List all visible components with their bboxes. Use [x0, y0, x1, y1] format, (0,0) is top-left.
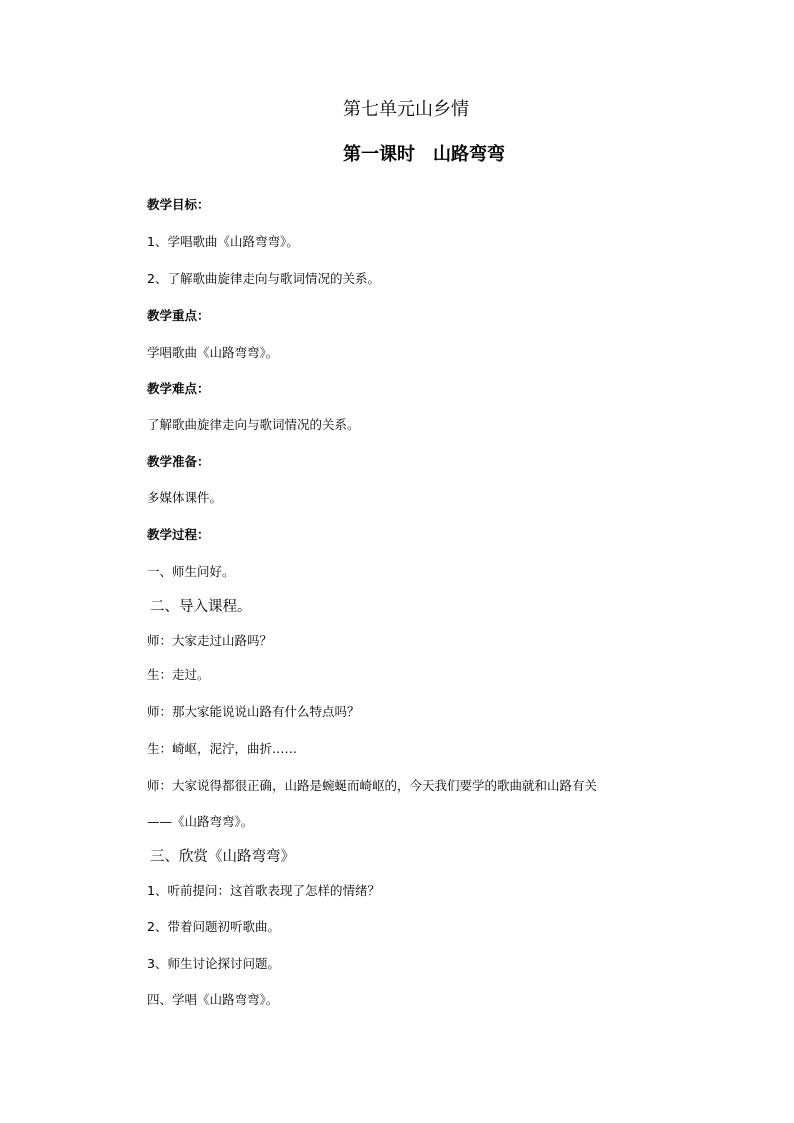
- goal-item-1: 1、学唱歌曲《山路弯弯》。: [147, 234, 299, 249]
- heading-difficulties: 教学难点：: [147, 381, 210, 396]
- goal-item-2: 2、了解歌曲旋律走向与歌词情况的关系。: [147, 271, 380, 286]
- heading-preparation: 教学准备：: [147, 454, 210, 469]
- heading-teaching-goals: 教学目标：: [147, 197, 210, 212]
- process-step-1: 一、师生问好。: [147, 564, 235, 579]
- appreciation-item-3: 3、师生讨论探讨问题。: [147, 956, 280, 971]
- dialogue-line-4: 生：崎岖，泥泞，曲折……: [147, 741, 298, 756]
- dialogue-line-5: 师：大家说得都很正确，山路是蜿蜒而崎岖的，今天我们要学的歌曲就和山路有关: [147, 778, 598, 793]
- preparation-text: 多媒体课件。: [147, 490, 223, 505]
- process-step-3: 三、欣赏《山路弯弯》: [150, 849, 295, 865]
- unit-title: 第七单元山乡情: [343, 99, 469, 120]
- lesson-title: 第一课时 山路弯弯: [343, 144, 505, 165]
- heading-key-points: 教学重点：: [147, 308, 210, 323]
- difficulty-text: 了解歌曲旋律走向与歌词情况的关系。: [147, 417, 360, 432]
- heading-process: 教学过程：: [147, 527, 210, 542]
- dialogue-line-5-cont: ——《山路弯弯》。: [147, 814, 254, 829]
- dialogue-line-1: 师：大家走过山路吗？: [147, 633, 273, 648]
- key-point-text: 学唱歌曲《山路弯弯》。: [147, 345, 279, 360]
- dialogue-line-3: 师：那大家能说说山路有什么特点吗？: [147, 704, 360, 719]
- process-step-4: 四、学唱《山路弯弯》。: [147, 992, 279, 1007]
- appreciation-item-2: 2、带着问题初听歌曲。: [147, 919, 280, 934]
- dialogue-line-2: 生：走过。: [147, 667, 210, 682]
- appreciation-item-1: 1、听前提问：这首歌表现了怎样的情绪？: [147, 883, 380, 898]
- process-step-2: 二、导入课程。: [150, 599, 252, 615]
